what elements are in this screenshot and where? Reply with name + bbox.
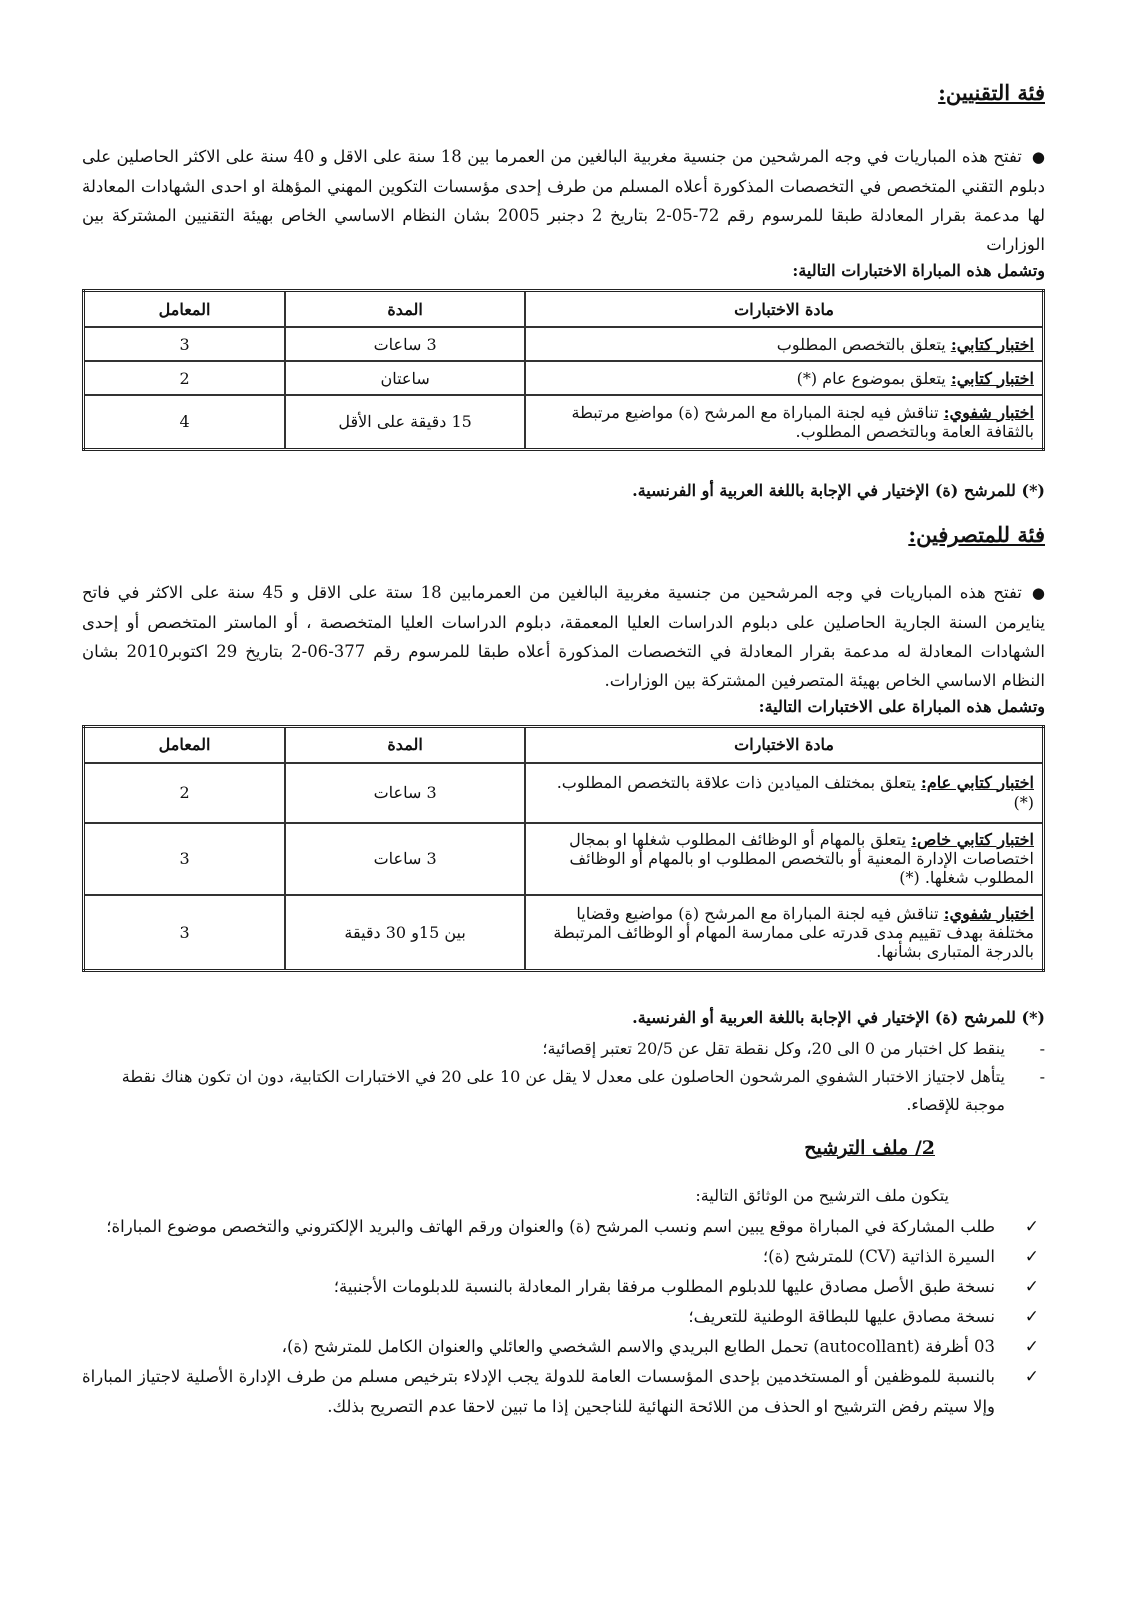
table-row — [84, 823, 1044, 895]
test-duration: 3 ساعات — [285, 763, 525, 823]
test-coefficient: 2 — [84, 763, 286, 823]
test-coefficient: 3 — [84, 823, 286, 895]
administrators-heading: فئة للمتصرفين: — [908, 521, 1045, 547]
checkmark-icon: ✓ — [1024, 1277, 1039, 1297]
list-item: - ينقط كل اختبار من 0 الى 20، وكل نقطة تقل عن 20/5 تعتبر إقصائية؛ — [82, 1035, 1045, 1063]
header-duration: المدة — [285, 291, 525, 328]
test-duration: 15 دقيقة على الأقل — [285, 395, 525, 449]
table-row — [84, 327, 1044, 361]
list-item: - يتأهل لاجتياز الاختبار الشفوي المرشحون الحاصلون على معدل لا يقل عن 10 على 20 في الاختبارات الكتابية، دون ان تكون هناك نقطة موجبة للإقصاء. — [82, 1063, 1045, 1119]
test-duration: بين 15و 30 دقيقة — [285, 895, 525, 971]
test-coefficient: 4 — [84, 395, 286, 449]
dossier-documents-list — [82, 1212, 1045, 1422]
technicians-tests-label: وتشمل هذه المباراة الاختبارات التالية: — [792, 261, 1045, 280]
test-duration: 3 ساعات — [285, 823, 525, 895]
test-subject: اختبار كتابي عام: يتعلق بمختلف الميادين ذات علاقة بالتخصص المطلوب. (*) — [525, 763, 1043, 823]
dossier-heading: 2/ ملف الترشيح — [804, 1137, 935, 1159]
checkmark-icon: ✓ — [1024, 1367, 1039, 1387]
list-item: ✓ 03 أظرفة (autocollant) تحمل الطابع البريدي والاسم الشخصي والعائلي والعنوان الكامل للمترشح (ة)، — [82, 1332, 1045, 1362]
checkmark-icon: ✓ — [1024, 1217, 1039, 1237]
administrators-tests-table — [82, 725, 1045, 973]
dash-icon: - — [1039, 1067, 1045, 1086]
test-coefficient: 3 — [84, 895, 286, 971]
administrators-note: (*) للمرشح (ة) الإختيار في الإجابة باللغة العربية أو الفرنسية. — [632, 1008, 1045, 1027]
bullet-icon: ● — [1031, 583, 1045, 602]
table-row — [84, 361, 1044, 395]
checkmark-icon: ✓ — [1024, 1247, 1039, 1267]
grading-rules-list — [82, 1035, 1045, 1119]
checkmark-icon: ✓ — [1024, 1337, 1039, 1357]
table-row — [84, 763, 1044, 823]
table-row — [84, 395, 1044, 449]
technicians-note: (*) للمرشح (ة) الإختيار في الإجابة باللغة العربية أو الفرنسية. — [632, 480, 1045, 500]
checkmark-icon: ✓ — [1024, 1307, 1039, 1327]
header-subject: مادة الاختبارات — [525, 291, 1043, 328]
test-coefficient: 3 — [84, 327, 286, 361]
list-item: ✓ طلب المشاركة في المباراة موقع يبين اسم ونسب المرشح (ة) والعنوان ورقم الهاتف والبريد الإلكتروني والتخصص موضوع المباراة؛ — [82, 1212, 1045, 1242]
dash-icon: - — [1039, 1039, 1045, 1058]
header-duration: المدة — [285, 726, 525, 763]
header-subject: مادة الاختبارات — [525, 726, 1043, 763]
dossier-intro: يتكون ملف الترشيح من الوثائق التالية: — [695, 1186, 949, 1205]
test-subject: اختبار شفوي: تناقش فيه لجنة المباراة مع المرشح (ة) مواضيع مرتبطة بالثقافة العامة وبالتخصص المطلوب. — [525, 395, 1043, 449]
test-subject: اختبار كتابي خاص: يتعلق بالمهام أو الوظائف المطلوب شغلها او بمجال اختصاصات الإدارة المعنية أو بالتخصص المطلوب او بالمهام أو الوظائف المطلوب شغلها. (*) — [525, 823, 1043, 895]
header-coefficient: المعامل — [84, 291, 286, 328]
test-duration: ساعتان — [285, 361, 525, 395]
test-subject: اختبار كتابي: يتعلق بموضوع عام (*) — [525, 361, 1043, 395]
test-subject: اختبار شفوي: تناقش فيه لجنة المباراة مع المرشح (ة) مواضيع وقضايا مختلفة بهدف تقييم مدى قدرته على ممارسة المهام أو الوظائف المرتبطة بالدرجة المتبارى بشأنها. — [525, 895, 1043, 971]
test-coefficient: 2 — [84, 361, 286, 395]
technicians-heading: فئة التقنيين: — [938, 80, 1045, 105]
header-coefficient: المعامل — [84, 726, 286, 763]
list-item: ✓ نسخة طبق الأصل مصادق عليها للدبلوم المطلوب مرفقا بقرار المعادلة بالنسبة للدبلومات الأجنبية؛ — [82, 1272, 1045, 1302]
test-subject: اختبار كتابي: يتعلق بالتخصص المطلوب — [525, 327, 1043, 361]
list-item: ✓ نسخة مصادق عليها للبطاقة الوطنية للتعريف؛ — [82, 1302, 1045, 1332]
table-header-row — [84, 291, 1044, 328]
test-duration: 3 ساعات — [285, 327, 525, 361]
list-item: ✓ السيرة الذاتية (CV) للمترشح (ة)؛ — [82, 1242, 1045, 1272]
table-header-row — [84, 726, 1044, 763]
administrators-intro: ●تفتح هذه المباريات في وجه المرشحين من جنسية مغربية البالغين من العمرمابين 18 ستة على الاقل و 45 سنة على الاكثر في فاتح ينايرمن السنة الجارية الحاصلين على دبلوم الدراسات العليا المعمقة، دبلوم الدراسات العليا المتخصصة ، أو الماستر المتخصص أو إحدى الشهادات المعادلة له مدعمة بقرار المعادلة في التخصصات المذكورة أعلاه طبقا للمرسوم رقم 377-06-2 بتاريخ 29 اكتوبر2010 بشان النظام الاساسي الخاص بهيئة المتصرفين المشتركة بين الوزارات. — [82, 578, 1045, 695]
technicians-tests-table — [82, 289, 1045, 451]
bullet-icon: ● — [1031, 148, 1045, 166]
table-row — [84, 895, 1044, 971]
administrators-tests-label: وتشمل هذه المباراة على الاختبارات التالية: — [758, 696, 1045, 716]
list-item: ✓ بالنسبة للموظفين أو المستخدمين بإحدى المؤسسات العامة للدولة يجب الإدلاء بترخيص مسلم من طرف الإدارة الأصلية لاجتياز المباراة وإلا سيتم رفض الترشيح او الحذف من اللائحة النهائية للناجحين إذا ما تبين لاحقا عدم التصريح بذلك. — [82, 1362, 1045, 1422]
technicians-intro: ●تفتح هذه المباريات في وجه المرشحين من جنسية مغربية البالغين من العمرما بين 18 سنة على الاقل و 40 سنة على الاكثر الحاصلين على دبلوم التقني المتخصص في التخصصات المذكورة أعلاه المسلم من طرف إحدى مؤسسات التكوين المهني المؤهلة او احدى الشهادات المعادلة لها مدعمة بقرار المعادلة طبقا للمرسوم رقم 72-05-2 بتاريخ 2 دجنبر 2005 بشان النظام الاساسي الخاص بهيئة التقنيين المشتركة بين الوزارات — [82, 142, 1045, 259]
